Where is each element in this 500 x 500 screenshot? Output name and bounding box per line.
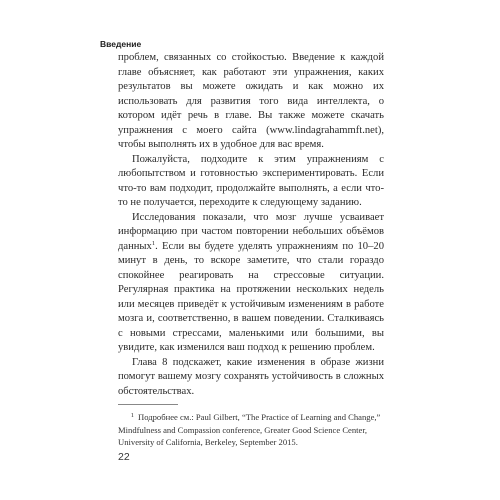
footnote-reference[interactable]: 1 xyxy=(151,239,156,247)
paragraph-3-before-note: Исследования показали, что мозг лучше усваивает информацию при частом повторении небольших объёмов данных xyxy=(118,211,384,252)
paragraph-3-after-note: . Если вы будете уделять упражнениям по 10–20 минут в день, то вскоре заметите, что стали гораздо спокойнее реагировать на стрессовые ситуации. Регулярная практика на протяжении нескольких недель или месяцев приведёт к устойчивым изменениям в работе мозга и, соответственно, в вашем поведении. Сталкиваясь с новыми стрессами, маленькими или большими, вы увидите, как изменился ваш подход к решению проблем. xyxy=(118,240,384,353)
footnote-mark: 1 xyxy=(130,412,134,419)
paragraph-4: Глава 8 подскажет, какие изменения в образе жизни помогут вашему мозгу сохранять устойчивость в сложных обстоятельствах. xyxy=(118,356,384,397)
paragraph-1: проблем, связанных со стойкостью. Введение к каждой главе объясняет, как работают эти упражнения, каких результатов вы можете ожидать и как можно их использовать для развития того вида интеллекта, о котором идёт речь в главе. Вы также можете скачать упражнения с моего сайта (www.lindagrahammft.net), чтобы выполнять их в удобное для вас время. xyxy=(118,52,384,150)
footnote xyxy=(118,410,388,449)
page-number: 22 xyxy=(118,451,130,463)
footnote-divider xyxy=(118,404,178,405)
running-head: Введение xyxy=(100,39,142,49)
body-text xyxy=(118,51,384,399)
footnote-text: Подробнее см.: Paul Gilbert, “The Practice of Learning and Change,” Mindfulness and Compassion conference, Greater Good Science Center, University of California, Berkeley, September 2015. xyxy=(118,412,381,447)
paragraph-3 xyxy=(118,211,384,356)
paragraph-2: Пожалуйста, подходите к этим упражнениям с любопытством и готовностью экспериментировать. Если что-то вам подходит, продолжайте выполнять, а если что-то не получается, переходите к следующему заданию. xyxy=(118,153,384,208)
